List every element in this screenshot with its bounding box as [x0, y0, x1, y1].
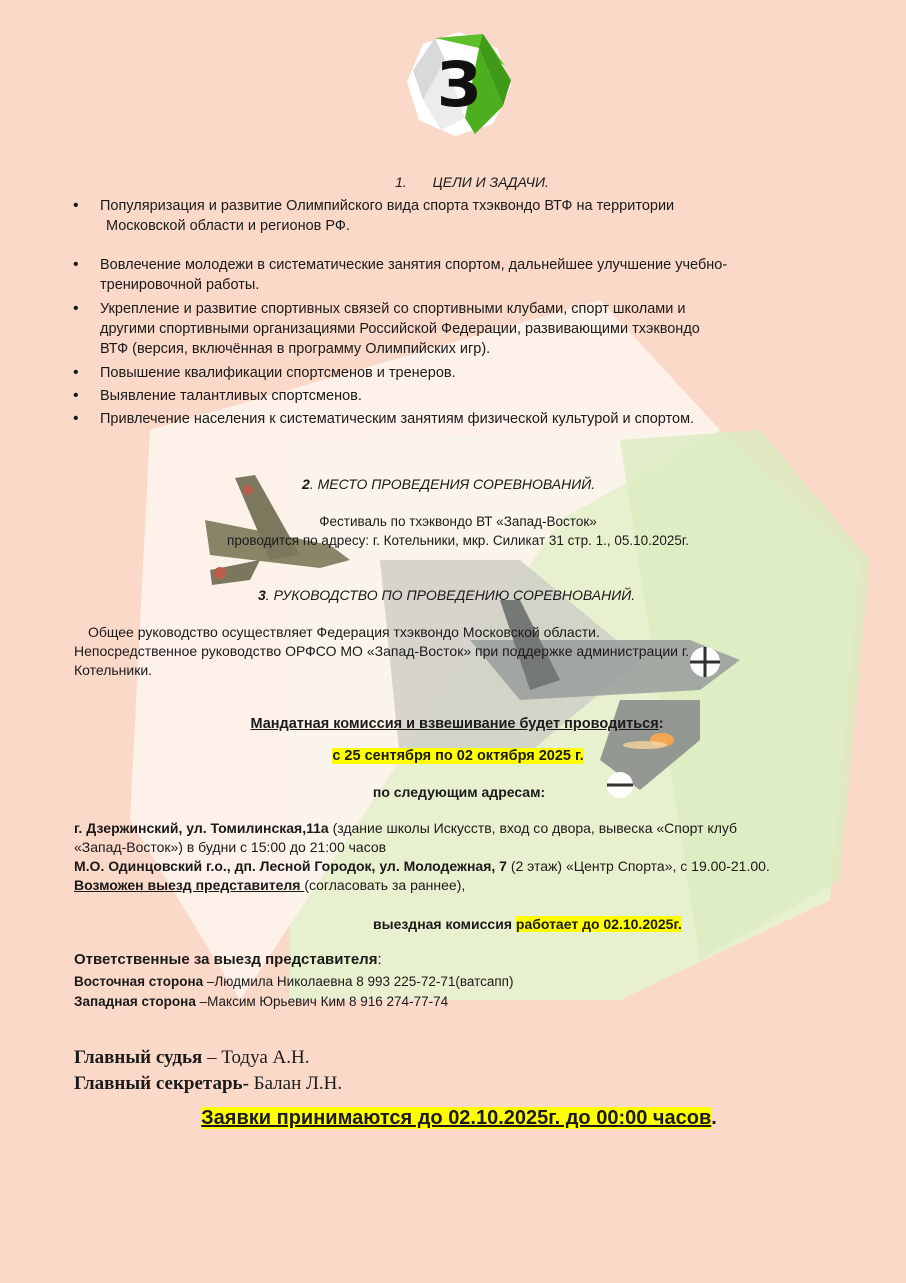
- logo-letter: З: [436, 48, 482, 121]
- bullet-item: • Укрепление и развитие спортивных связей со спортивными клубами, спорт школами и другими спортивными организациями Российской Федерации, развивающими тхэквондо ВТФ (версия, включённая в программу Олимпийских игр).: [0, 299, 840, 359]
- mandate-heading: Мандатная комиссия и взвешивание будет проводиться:: [250, 716, 664, 732]
- section2-body: [150, 512, 766, 550]
- addresses-block: [74, 819, 854, 895]
- responsible-heading: Ответственные за выезд представителя:: [74, 951, 382, 968]
- mandate-heading-text: Мандатная комиссия и взвешивание будет проводиться: [250, 716, 659, 732]
- section2-line1: Фестиваль по тхэквондо ВТ «Запад-Восток»: [319, 514, 597, 529]
- section1-title: ЦЕЛИ И ЗАДАЧИ.: [432, 174, 549, 190]
- section3-line3: Котельники.: [74, 662, 153, 678]
- bullet-item: • Повышение квалификации спортсменов и тренеров.: [0, 363, 840, 383]
- mandate-dates-highlight: с 25 сентября по 02 октября 2025 г.: [332, 748, 584, 764]
- bullet-item: • Вовлечение молодежи в систематические занятия спортом, дальнейшее улучшение учебно- тренировочной работы.: [0, 255, 840, 295]
- responsible-west: Западная сторона –Максим Юрьевич Ким 8 916 274-77-74: [74, 994, 449, 1009]
- address-1: г. Дзержинский, ул. Томилинская,11а (здание школы Искусств, вход со двора, вывеска «Спорт клуб: [74, 820, 738, 836]
- bullet-item: • Выявление талантливых спортсменов.: [0, 386, 840, 406]
- chief-secretary: Главный секретарь- Балан Л.Н.: [74, 1073, 343, 1094]
- section3-title: . РУКОВОДСТВО ПО ПРОВЕДЕНИЮ СОРЕВНОВАНИЙ.: [265, 587, 636, 603]
- section2-number: 2: [302, 476, 310, 492]
- addresses-intro: по следующим адресам:: [372, 784, 546, 800]
- mandate-dates: [0, 748, 906, 764]
- section1-heading: [0, 174, 906, 190]
- responsible-list: [74, 972, 513, 1012]
- commission-highlight: работает до 02.10.2025г.: [515, 916, 682, 932]
- section1-number: 1.: [395, 174, 407, 190]
- applications-deadline: Заявки принимаются до 02.10.2025г. до 00:00 часов.: [201, 1107, 717, 1129]
- section3-line2: Непосредственное руководство ОРФСО МО «Запад-Восток» при поддержке администрации г.: [74, 643, 690, 659]
- section2-line2: проводится по адресу: г. Котельники, мкр. Силикат 31 стр. 1., 05.10.2025г.: [227, 533, 689, 548]
- section3-body: [74, 623, 834, 680]
- address-1-line2: «Запад-Восток») в будни с 15:00 до 21:00 часов: [74, 839, 387, 855]
- bullet-item: • Популяризация и развитие Олимпийского вида спорта тхэквондо ВТФ на территории Московской области и регионов РФ.: [0, 196, 840, 236]
- section3-number: 3: [258, 587, 266, 603]
- officials-block: [74, 1045, 342, 1097]
- section2-heading: [302, 476, 595, 492]
- address-2: М.О. Одинцовский г.о., дп. Лесной Городок, ул. Молодежная, 7 (2 этаж) «Центр Спорта», с 19.00-21.00.: [74, 858, 770, 874]
- federation-logo-icon: [405, 30, 513, 138]
- section1-bullet-list: [0, 196, 840, 429]
- chief-judge: Главный судья – Тодуа А.Н.: [74, 1047, 310, 1068]
- bullet-item: • Привлечение населения к систематическим занятиям физической культурой и спортом.: [0, 409, 840, 429]
- applications-deadline-highlight: Заявки принимаются до 02.10.2025г. до 00:00 часов: [201, 1107, 712, 1129]
- section3-line1: Общее руководство осуществляет Федерация тхэквондо Московской области.: [88, 624, 600, 640]
- responsible-east: Восточная сторона –Людмила Николаевна 8 993 225-72-71(ватсапп): [74, 974, 514, 989]
- visit-note: Возможен выезд представителя (согласовать за раннее),: [74, 877, 466, 893]
- section3-heading: [258, 587, 635, 603]
- section2-title: . МЕСТО ПРОВЕДЕНИЯ СОРЕВНОВАНИЙ.: [309, 476, 596, 492]
- commission-line: выездная комиссия работает до 02.10.2025г.: [373, 916, 682, 932]
